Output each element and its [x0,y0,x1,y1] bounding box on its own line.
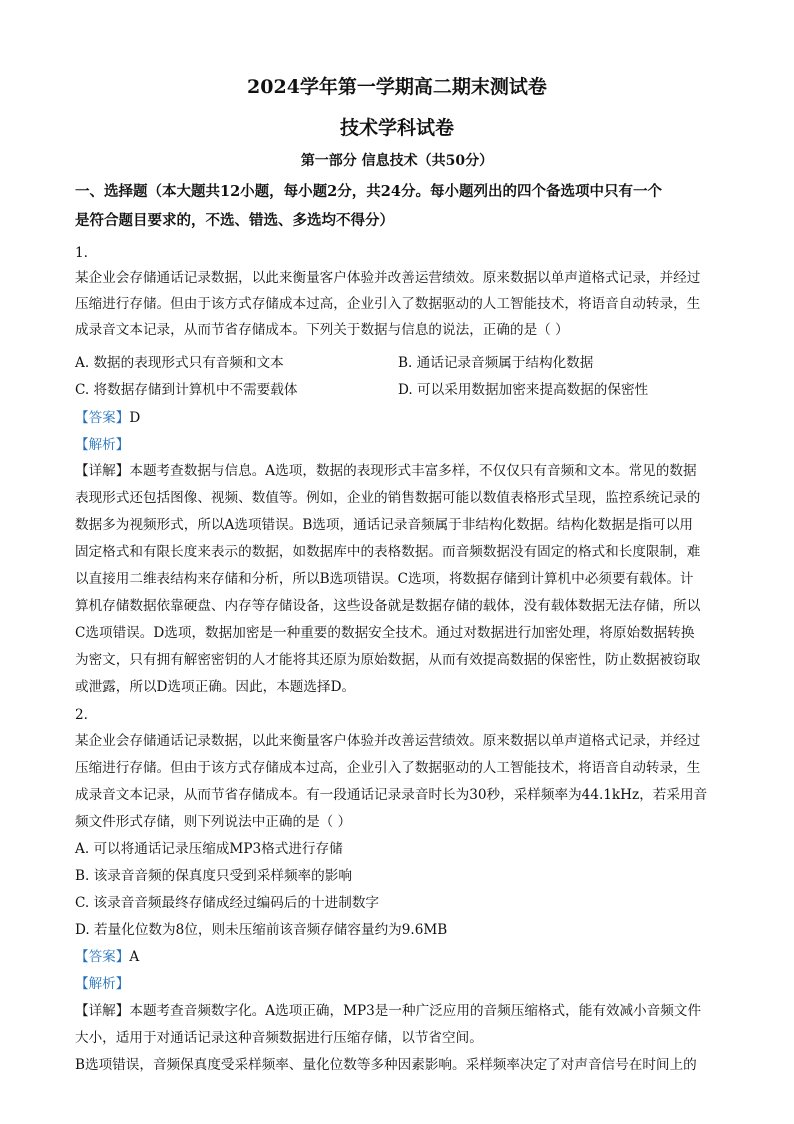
q2-stem-line: 频文件形式存储，则下列说法中正确的是（ ） [75,814,352,830]
q2-detail-line: 大小，适用于对通话记录这种音频数据进行压缩存储，以节省空间。 [75,1030,483,1046]
q2-number: 2. [75,707,88,723]
detail-tag: 【详解】 [75,463,130,479]
q1-answer [75,409,725,427]
detail-text: 本题考查数据与信息。A选项，数据的表现形式丰富多样，不仅仅只有音频和文本。常见的数据 [129,463,697,479]
q2-stem-line: 成录音文本记录，从而节省存储成本。有一段通话记录录音时长为30秒，采样频率为44.1kHz，若采用音 [75,787,708,803]
q1-detail-line: 以直接用二维表结构来存储和分析，所以B选项错误。C选项，将数据存储到计算机中必须要有载体。计 [75,571,694,587]
q1-detail-line: 或泄露，所以D选项正确。因此，本题选择D。 [75,679,356,695]
q1-detail-line: 算机存储数据依靠硬盘、内存等存储设备，这些设备就是数据存储的载体，没有载体数据无法存储，所以 [75,598,701,614]
section-heading-line-1: 一、选择题（本大题共12小题，每小题2分，共24分。每小题列出的四个备选项中只有一个 [75,183,662,200]
answer-tag: 【答案】 [75,410,130,426]
q2-stem-line: 某企业会存储通话记录数据，以此来衡量客户体验并改善运营绩效。原来数据以单声道格式记录，并经过 [75,733,701,749]
q1-option-c: C. 将数据存储到计算机中不需要载体 [75,382,298,398]
q2-option-a: A. 可以将通话记录压缩成MP3格式进行存储 [75,841,343,857]
q1-detail-line [75,462,725,480]
q1-option-d: D. 可以采用数据加密来提高数据的保密性 [398,382,649,398]
q1-detail-line: 为密文，只有拥有解密密钥的人才能将其还原为原始数据，从而有效提高数据的保密性，防止数据被窃取 [75,652,701,668]
q1-detail-line: 数据多为视频形式，所以A选项错误。B选项，通话记录音频属于非结构化数据。结构化数据是指可以用 [75,517,693,533]
answer-value: D [129,410,141,426]
q1-detail-line: C选项错误。D选项，数据加密是一种重要的数据安全技术。通过对数据进行加密处理，将原始数据转换 [75,625,695,641]
q2-option-c: C. 该录音音频最终存储成经过编码后的十进制数字 [75,895,380,911]
q2-answer [75,948,725,966]
q1-detail-line: 固定格式和有限长度来表示的数据，如数据库中的表格数据。而音频数据没有固定的格式和长度限制，难 [75,544,701,560]
q2-option-b: B. 该录音音频的保真度只受到采样频率的影响 [75,868,352,884]
q1-option-b: B. 通话记录音频属于结构化数据 [398,355,594,371]
q1-stem-line: 压缩进行存储。但由于该方式存储成本过高，企业引入了数据驱动的人工智能技术，将语音自动转录，生 [75,296,701,312]
q2-detail-line [75,1002,725,1020]
detail-tag: 【详解】 [75,1003,130,1019]
q1-stem-line: 某企业会存储通话记录数据，以此来衡量客户体验并改善运营绩效。原来数据以单声道格式记录，并经过 [75,270,701,286]
q2-detail-line: B选项错误，音频保真度受采样频率、量化位数等多种因素影响。采样频率决定了对声音信号在时间上的 [75,1057,697,1073]
q2-analysis-tag: 【解析】 [75,976,130,992]
q1-detail-line: 表现形式还包括图像、视频、数值等。例如，企业的销售数据可能以数值表格形式呈现，监控系统记录的 [75,490,701,506]
q1-number: 1. [75,245,88,261]
section-heading-line-2: 是符合题目要求的，不选、错选、多选均不得分） [75,212,394,229]
q2-option-d: D. 若量化位数为8位，则未压缩前该音频存储容量约为9.6MB [75,922,448,938]
q1-stem-line: 成录音文本记录，从而节省存储成本。下列关于数据与信息的说法，正确的是（ ） [75,322,569,338]
detail-text: 本题考查音频数字化。A选项正确，MP3是一种广泛应用的音频压缩格式，能有效减小音频文件 [129,1003,702,1019]
answer-tag: 【答案】 [75,949,130,965]
exam-subtitle: 技术学科试卷 [339,117,454,139]
part-heading: 第一部分 信息技术（共50分） [300,153,494,169]
q1-analysis-tag: 【解析】 [75,437,130,453]
q2-stem-line: 压缩进行存储。但由于该方式存储成本过高，企业引入了数据驱动的人工智能技术，将语音自动转录，生 [75,760,701,776]
q1-option-a: A. 数据的表现形式只有音频和文本 [75,355,284,371]
exam-title: 2024学年第一学期高二期末测试卷 [247,76,547,98]
answer-value: A [129,949,140,965]
